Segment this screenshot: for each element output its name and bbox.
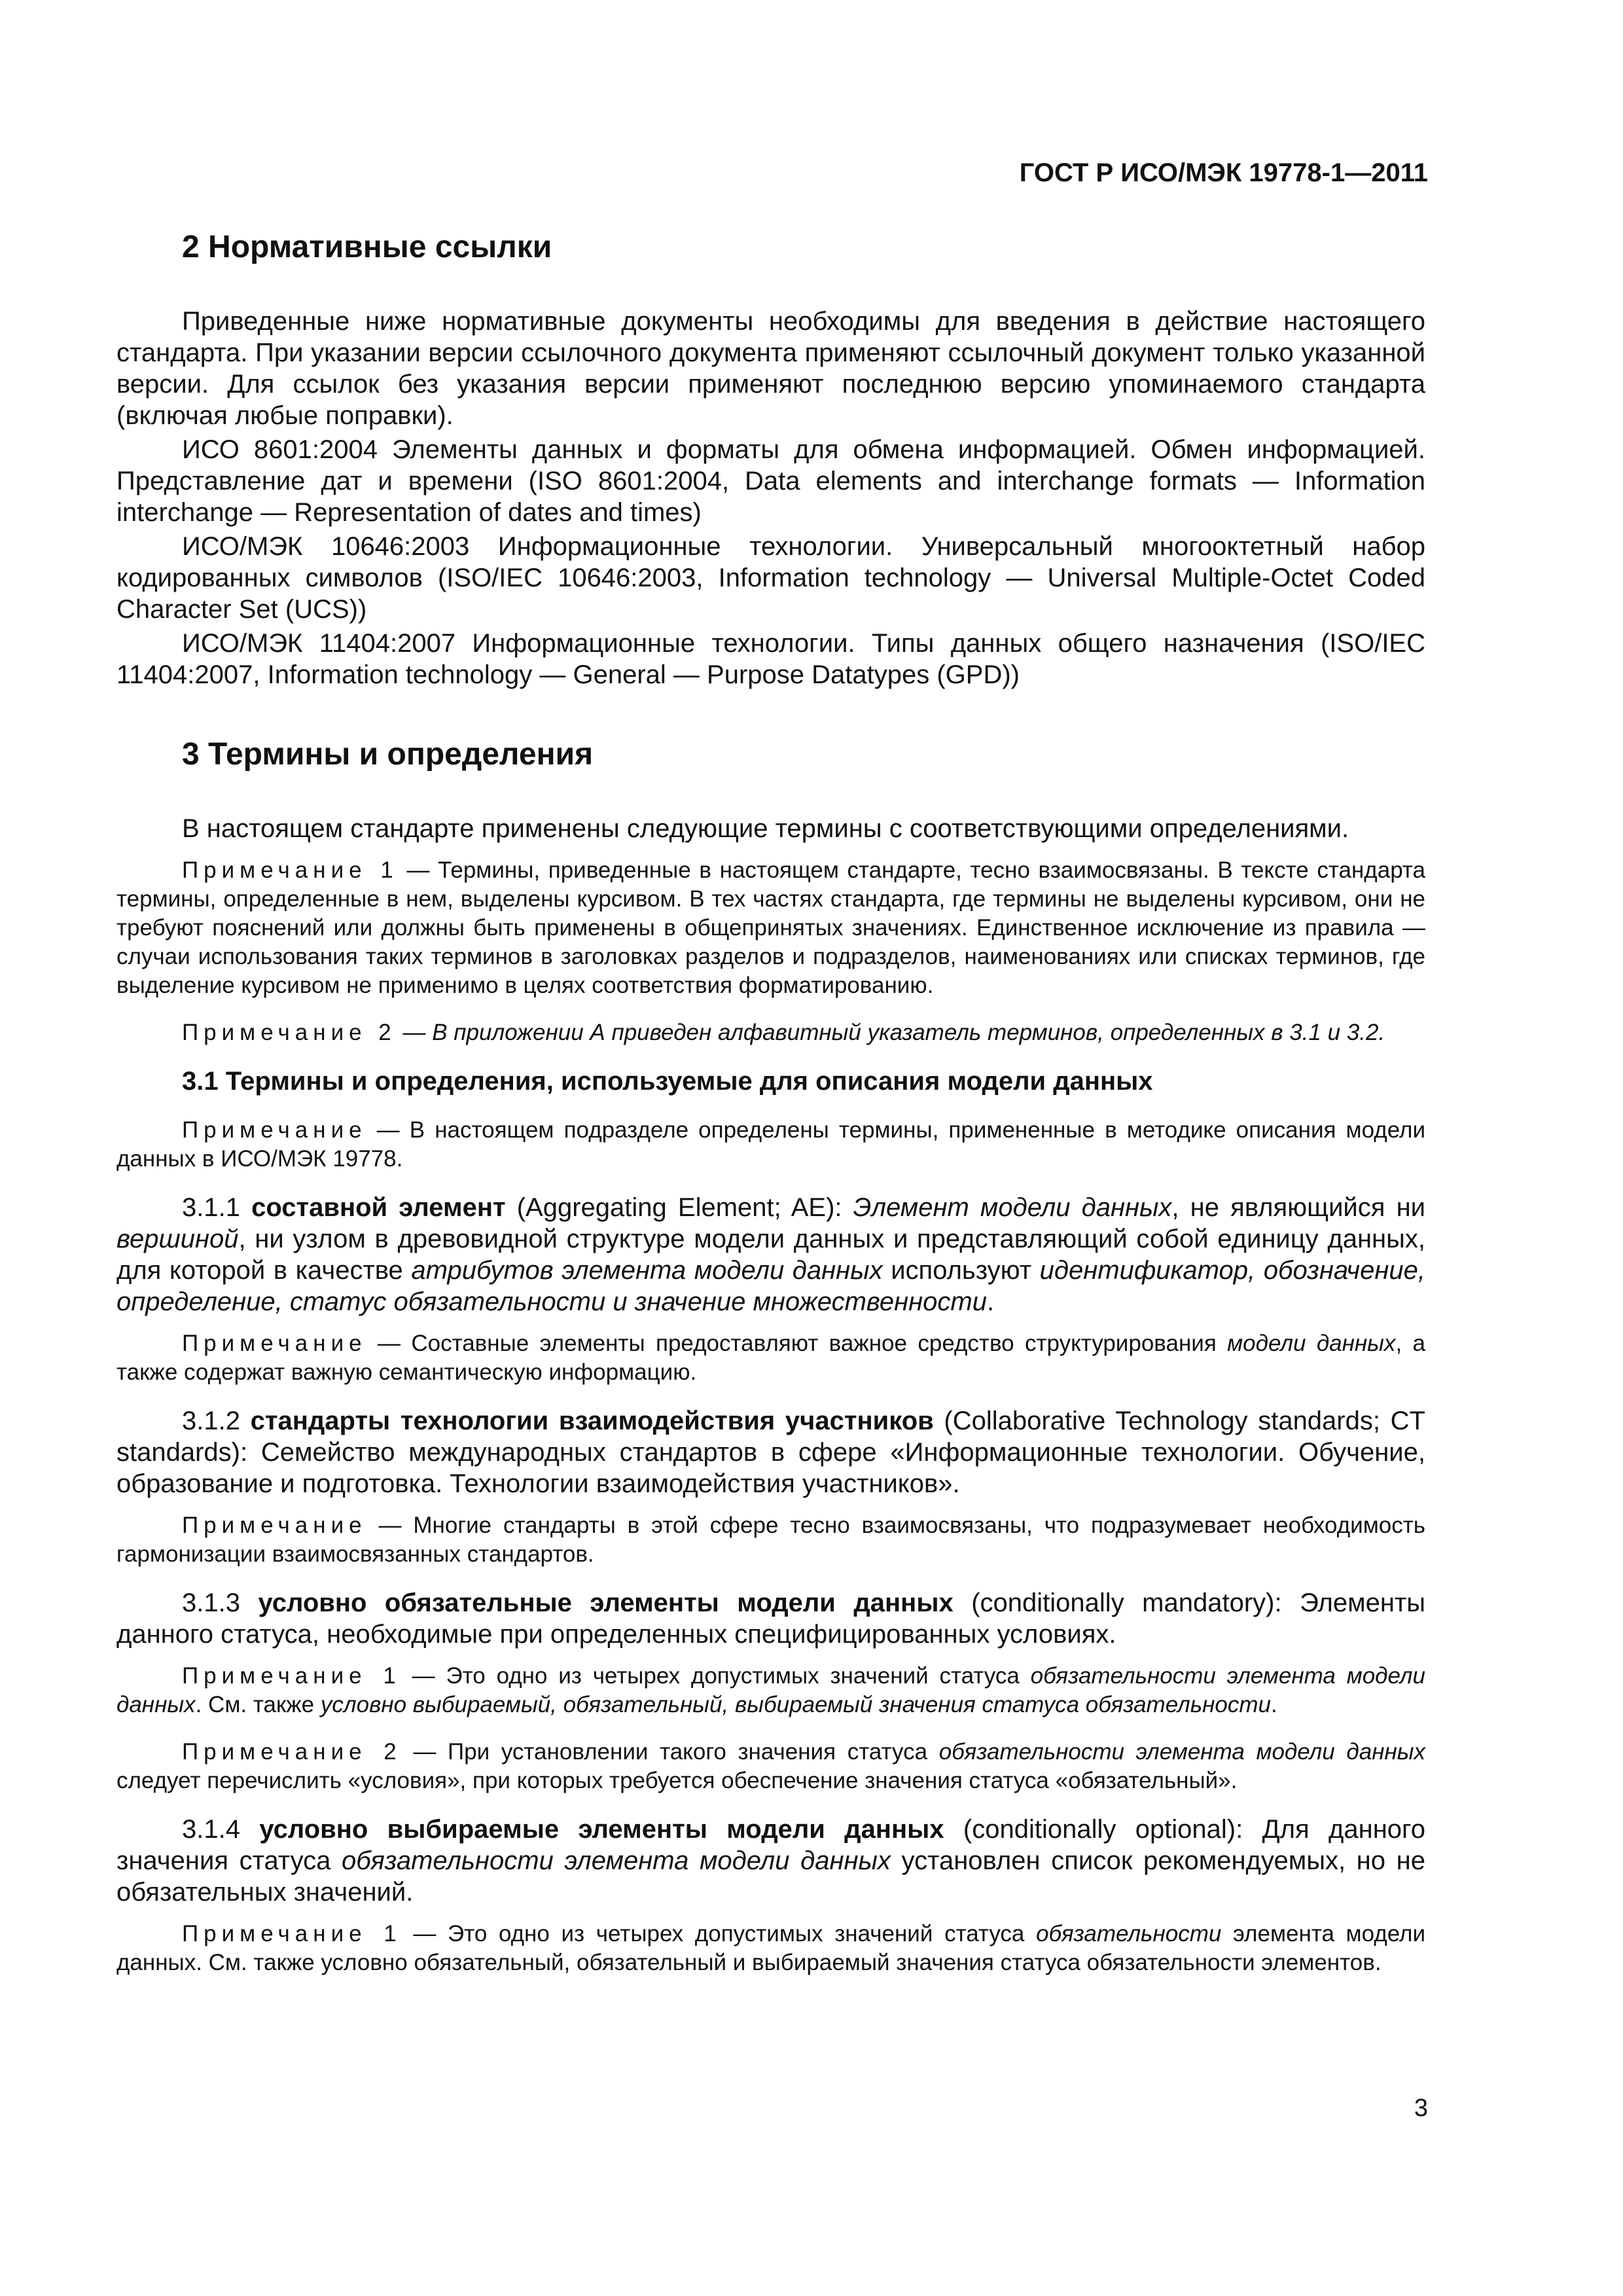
term-number: 3.1.3 — [182, 1588, 259, 1617]
section-3-title: 3 Термины и определения — [182, 737, 594, 772]
term-name: составной элемент — [251, 1193, 506, 1222]
term-ref: вершиной — [116, 1225, 239, 1253]
note-label: Примечание 1 — [182, 1921, 402, 1946]
note-label: Примечание — [182, 1513, 367, 1538]
note-term-ref: условно выбираемый, обязательный, выбираемый значения статуса обязательности — [320, 1692, 1272, 1717]
note-text: элемента модели данных. См. также условно обязательный, обязательный и выбираемый значения статуса обязательности элементов. — [116, 1921, 1426, 1975]
term-def-text: , ни узлом в древовидной структуре модели данных и представляющий собой единицу данных, для которой в качестве — [116, 1225, 1425, 1285]
note-term-ref: модели данных — [1227, 1331, 1396, 1356]
note-text: . См. также — [195, 1692, 321, 1717]
note-term-ref: обязательности элемента модели данных — [116, 1663, 1426, 1717]
section-3-note-1 — [116, 856, 1425, 1000]
term-name: условно обязательные элементы модели данных — [258, 1588, 954, 1617]
normative-ref-3: ИСО/МЭК 11404:2007 Информационные технологии. Типы данных общего назначения (ISO/IEC 11404:2007, Information technology — General — Purpose Datatypes (GPD)) — [116, 629, 1425, 689]
term-english: (Aggregating Element; AE): — [505, 1193, 853, 1222]
document-header: ГОСТ Р ИСО/МЭК 19778-1—2011 — [1019, 158, 1428, 187]
normative-ref-2: ИСО/МЭК 10646:2003 Информационные технологии. Универсальный многооктетный набор кодированных символов (ISO/IEC 10646:2003, Information technology — Universal Multiple-Octet Coded Character Set (UCS)) — [116, 532, 1425, 624]
term-number: 3.1.1 — [182, 1193, 252, 1222]
note-text: — Многие стандарты в этой сфере тесно взаимосвязаны, что подразумевает необходимость гармонизации взаимосвязанных стандартов. — [116, 1513, 1425, 1567]
term-3-1-1-note — [116, 1329, 1425, 1387]
note-term-ref: обязательности — [1036, 1921, 1222, 1946]
note-label: Примечание 2 — [182, 1020, 397, 1045]
note-term-ref: обязательности элемента модели данных — [938, 1739, 1425, 1765]
note-label: Примечание 2 — [182, 1739, 402, 1765]
note-text: следует перечислить «условия», при которых требуется обеспечение значения статуса «обязательный». — [116, 1768, 1238, 1793]
subsection-3-1-note — [116, 1116, 1425, 1174]
note-text: — Термины, приведенные в настоящем стандарте, тесно взаимосвязаны. В тексте стандарта термины, определенные в нем, выделены курсивом. В тех частях стандарта, где термины не выделены курсивом, они не требуют пояснений или должны быть применены в общепринятых значениях. Единственное исключение из правила — случаи использования таких терминов в заголовках разделов и подразделов, наименованиях или списках терминов, где выделение курсивом не применимо в целях соответствия форматированию. — [116, 857, 1425, 998]
note-text: . — [1271, 1692, 1277, 1717]
note-label: Примечание — [182, 1331, 367, 1356]
term-name: стандарты технологии взаимодействия участников — [250, 1407, 934, 1435]
note-text: — При установлении такого значения статуса — [401, 1739, 939, 1765]
term-def-text: . — [986, 1287, 995, 1316]
term-3-1-4 — [116, 1814, 1425, 1908]
term-def-text: , не являющийся ни — [1171, 1193, 1425, 1222]
note-text: — Это одно из четырех допустимых значений статуса — [401, 1663, 1031, 1689]
term-3-1-2 — [116, 1405, 1425, 1499]
page-number: 3 — [1414, 2094, 1428, 2122]
term-3-1-3-note-2 — [116, 1738, 1425, 1795]
section-2-title: 2 Нормативные ссылки — [182, 230, 552, 264]
note-label: Примечание 1 — [182, 857, 399, 883]
term-def-text: (conditionally mandatory): Элементы данного статуса, необходимые при определенных специфицированных условиях. — [116, 1588, 1425, 1649]
term-def-text: используют — [882, 1256, 1040, 1285]
note-text: — Составные элементы предоставляют важное средство структурирования — [366, 1331, 1228, 1356]
note-text: — Это одно из четырех допустимых значений статуса — [401, 1921, 1037, 1946]
term-3-1-2-note — [116, 1511, 1425, 1569]
term-number: 3.1.4 — [182, 1815, 260, 1844]
term-def-text: установлен список рекомендуемых, но не обязательных значений. — [116, 1846, 1425, 1907]
subsection-3-1-title: 3.1 Термины и определения, используемые для описания модели данных — [182, 1067, 1153, 1096]
term-name: условно выбираемые элементы модели данных — [259, 1815, 944, 1844]
note-label: Примечание — [182, 1117, 367, 1143]
note-text: — В приложении А приведен алфавитный указатель терминов, определенных в 3.1 и 3.2. — [396, 1020, 1385, 1045]
section-3-note-2 — [116, 1018, 1425, 1047]
term-ref: обязательности элемента модели данных — [342, 1846, 891, 1875]
term-3-1-3 — [116, 1587, 1425, 1650]
normative-ref-1: ИСО 8601:2004 Элементы данных и форматы для обмена информацией. Обмен информацией. Представление дат и времени (ISO 8601:2004, Data elements and interchange formats — Information interchange — Representation of dates and times) — [116, 435, 1425, 527]
term-ref: идентификатор, обозначение, определение, статус обязательности и значение множественности — [116, 1256, 1425, 1316]
term-3-1-1 — [116, 1192, 1425, 1318]
section-3-intro: В настоящем стандарте применены следующие термины с соответствующими определениями. — [182, 814, 1349, 843]
term-3-1-3-note-1 — [116, 1662, 1425, 1719]
term-def-text: (conditionally optional): Для данного значения статуса — [116, 1815, 1425, 1875]
term-3-1-4-note-1 — [116, 1920, 1425, 1977]
term-ref: Элемент модели данных — [853, 1193, 1172, 1222]
note-label: Примечание 1 — [182, 1663, 401, 1689]
term-number: 3.1.2 — [182, 1407, 251, 1435]
term-def-text: (Collaborative Technology standards; CT standards): Семейство международных стандартов в сфере «Информационные технологии. Обучение, образование и подготовка. Технологии взаимодействия участников». — [116, 1407, 1425, 1498]
note-text: , а также содержат важную семантическую информацию. — [116, 1331, 1425, 1385]
term-ref: атрибутов элемента модели данных — [411, 1256, 883, 1285]
note-text: — В настоящем подразделе определены термины, примененные в методике описания модели данных в ИСО/МЭК 19778. — [116, 1117, 1425, 1172]
section-2-intro: Приведенные ниже нормативные документы необходимы для введения в действие настоящего стандарта. При указании версии ссылочного документа применяют ссылочный документ только указанной версии. Для ссылок без указания версии применяют последнюю версию упоминаемого стандарта (включая любые поправки). — [116, 307, 1425, 430]
page-content — [116, 229, 1425, 1996]
